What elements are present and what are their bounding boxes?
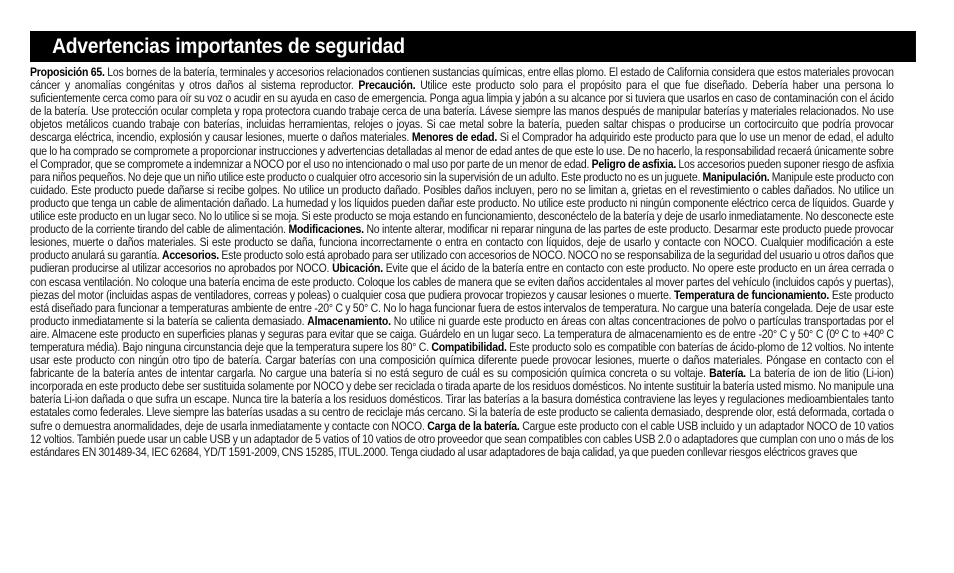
safety-warnings-page [30, 31, 894, 459]
text-caution: Utilice este producto solo para el propósito para el que fue diseñado. Debería haber una persona lo suficientemente cerca como para oír su voz o acudir en su ayuda en caso de emergencia. Ponga agua limpia y jabón a su alcance por si tuviera que usarlos en caso de contaminación con el ácido de la batería. Use protección ocular completa y ropa protectora cuando trabaje cerca de una batería. Lávese siempre las manos después de manipular baterías y materiales relacionados. No use objetos metálicos cuando trabaje con baterías, incluidas herramientas, relojes o joyas. Si cae metal sobre la batería, pueden saltar chispas o producirse un cortocircuito que podría provocar descarga eléctrica, incendio, explosión y causar lesiones, muerte o daños materiales. [30, 78, 894, 145]
text-minors: Si el Comprador ha adquirido este producto para que lo use un menor de edad, el adulto que lo ha comprado se compromete a proporcionar instrucciones y advertencias detalladas al menor de edad antes de que este lo use. De no hacerlo, la responsabilidad recaerá únicamente sobre el Comprador, que se compromete a indemnizar a NOCO por el uso no intencionado o mal uso por parte de un menor de edad. [30, 130, 894, 171]
text-proposition-65: Los bornes de la batería, terminales y accesorios relacionados contienen sustancias químicas, entre ellas plomo. El estado de California considera que estos materiales provocan cáncer y anomalías congénitas y otros daños al sistema reproductor. [30, 65, 894, 93]
text-battery: La batería de ion de litio (Li-ion) incorporada en este producto debe ser sustituida solamente por NOCO y debe ser reciclada o tirada aparte de los residuos domésticos. No intente sustituir la batería usted mismo. No manipule una batería Li-ion dañada o que sufra un escape. Nunca tire la batería a los residuos domésticos. Tirar las baterías a la basura doméstica contraviene las leyes y regulaciones medioambientales tanto estatales como federales. Lleve siempre las baterías usadas a su centro de reciclaje más cercano. Si la batería de este producto se calienta demasiado, desprende olor, está deformada, cortada o sufre o demuestra anormalidades, deje de usarla inmediatamente y contacte con NOCO. [30, 366, 894, 433]
text-handling: Manipule este producto con cuidado. Este producto puede dañarse si recibe golpes. No utilice un producto dañado. Posibles daños incluyen, pero no se limitan a, grietas en el revestimiento o cables dañados. No utilice un producto que tenga un cable de alimentación dañado. La humedad y los líquidos pueden dañar este producto. No utilice este producto ni ningún componente eléctrico cerca de líquidos. Guarde y utilice este producto en un lugar seco. No lo utilice si se moja. Si este producto se moja estando en funcionamiento, desconéctelo de la batería y deje de usarlo inmediatamente. No desconecte este producto de la corriente tirando del cable de alimentación. [30, 169, 894, 237]
text-operating-temperature: Este producto está diseñado para funcionar a temperaturas ambiente de entre -20° C y 50° C. No lo haga funcionar fuera de estos intervalos de temperatura. No cargue una batería congelada. Deje de usar este producto inmediatamente si la batería se calienta demasiado. [30, 287, 894, 328]
text-choking-hazard: Los accesorios pueden suponer riesgo de asfixia para niños pequeños. No deje que un niño utilice este producto o cualquier otro accesorio sin la supervisión de un adulto. Este producto no es un juguete. [30, 156, 894, 184]
heading-handling: Manipulación. [702, 169, 770, 184]
heading-accessories: Accesorios. [161, 248, 220, 263]
heading-compatibility: Compatibilidad. [431, 339, 507, 354]
heading-minors: Menores de edad. [411, 130, 498, 145]
text-modifications: No intente alterar, modificar ni reparar ninguna de las partes de este producto. Desarmar este producto puede provocar lesiones, muerte o daños materiales. Si este producto se daña, funciona incorrectamente o entra en contacto con líquidos, deje de usarlo y contacte con NOCO. Cualquier modificación a este producto anulará su garantía. [30, 222, 894, 263]
heading-caution: Precaución. [358, 78, 416, 93]
heading-operating-temperature: Temperatura de funcionamiento. [673, 287, 830, 302]
heading-location: Ubicación. [332, 261, 383, 276]
heading-battery: Batería. [709, 366, 746, 381]
text-location: Evite que el ácido de la batería entre en contacto con este producto. No opere este producto en un área cerrada o con escasa ventilación. No coloque una batería encima de este producto. Coloque los cables de manera que se eviten daños accidentales al mover partes del vehículo (incluidos capós y puertas), piezas del motor (incluidas aspas de ventiladores, correas y poleas) o cualquier cosa que pudiera provocar tropiezos y causar lesiones o muerte. [30, 261, 894, 302]
text-storage: No utilice ni guarde este producto en áreas con altas concentraciones de polvo o partículas transportadas por el aire. Almacene este producto en superficies planas y seguras para evitar que se caiga. Guárdelo en un lugar seco. La temperatura de almacenamiento es de entre -20° C y 50° C (0º C to +40º C temperatura média). Bajo ninguna circunstancia deje que la temperatura supere los 80° C. [30, 313, 894, 354]
heading-storage: Almacenamiento. [307, 313, 391, 328]
warnings-body [30, 66, 894, 459]
heading-battery-charging: Carga de la batería. [427, 418, 520, 433]
page-title: Advertencias importantes de seguridad [30, 31, 916, 62]
heading-modifications: Modificaciones. [288, 222, 364, 237]
heading-choking-hazard: Peligro de asfixia. [591, 156, 677, 171]
text-battery-charging: Cargue este producto con el cable USB incluido y un adaptador NOCO de 10 vatios 12 voltios. También puede usar un cable USB y un adaptador de 5 vatios of 10 vatios de otro proveedor que sean compatibles con cables USB 2.0 o adaptadores que cumplan con uno o más de los estándares EN 301489-34, IEC 62684, YD/T 1591-2009, CNS 15285, ITUL.2000. Tenga ciudado al usar adaptadores de baja calidad, ya que pueden conllevar riesgos eléctricos graves que [30, 418, 894, 459]
text-compatibility: Este producto solo es compatible con baterías de ácido-plomo de 12 voltios. No intente usar este producto con ningún otro tipo de batería. Cargar baterías con una composición química diferente puede provocar lesiones, muerte o daños materiales. Póngase en contacto con el fabricante de la batería antes de intentar cargarla. No cargue una batería si no está seguro de cuál es su composición química concreta o su voltaje. [30, 339, 894, 381]
heading-proposition-65: Proposición 65. [30, 65, 105, 79]
text-accessories: Este producto solo está aprobado para ser utilizado con accesorios de NOCO. NOCO no se responsabiliza de la seguridad del usuario u otros daños que pudieran producirse al utilizar accesorios no aprobados por NOCO. [30, 248, 894, 276]
